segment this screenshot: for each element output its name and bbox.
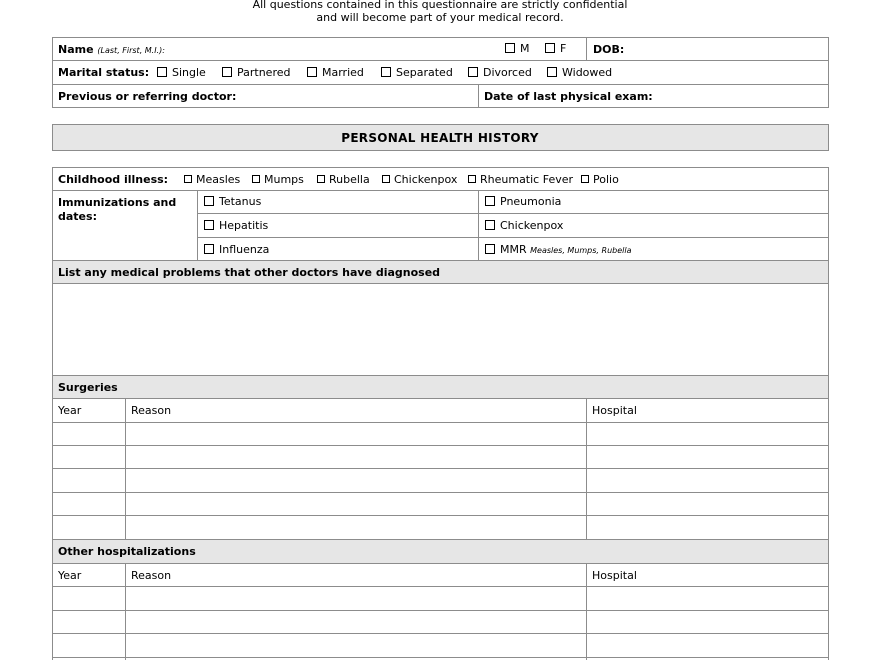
hospitalizations-col-reason: Reason: [131, 569, 172, 582]
medical-problems-textarea[interactable]: [53, 284, 828, 374]
option-label: Chickenpox: [500, 219, 564, 232]
childhood-option-chickenpox[interactable]: [382, 173, 457, 186]
option-label: Divorced: [483, 66, 532, 79]
sex-f-label: F: [560, 42, 567, 55]
option-label: Single: [172, 66, 206, 79]
surgeries-col-year: Year: [58, 404, 82, 417]
childhood-option-polio[interactable]: [581, 173, 619, 186]
surgery-row[interactable]: [53, 516, 828, 538]
checkbox-icon[interactable]: [485, 220, 495, 230]
checkbox-icon[interactable]: [505, 43, 515, 53]
checkbox-icon[interactable]: [485, 196, 495, 206]
hospitalizations-col-hospital: Hospital: [592, 569, 637, 582]
hospitalizations-col-year: Year: [58, 569, 82, 582]
surgery-row[interactable]: [53, 446, 828, 468]
hospitalization-row[interactable]: [53, 634, 828, 656]
surgery-row[interactable]: [53, 469, 828, 491]
mmr-note: Measles, Mumps, Rubella: [530, 246, 632, 255]
previous-doctor-field[interactable]: Previous or referring doctor:: [58, 90, 237, 103]
last-exam-field[interactable]: Date of last physical exam:: [484, 90, 653, 103]
immunization-tetanus[interactable]: [204, 195, 261, 208]
checkbox-icon[interactable]: [581, 175, 589, 183]
option-label: Widowed: [562, 66, 613, 79]
immunization-mmr[interactable]: [485, 243, 632, 257]
sex-f-option[interactable]: [545, 42, 566, 55]
option-label: Hepatitis: [219, 219, 269, 232]
immunization-pneumonia[interactable]: [485, 195, 561, 208]
option-label: Rubella: [329, 173, 370, 186]
surgeries-label: Surgeries: [58, 381, 118, 394]
checkbox-icon[interactable]: [468, 67, 478, 77]
marital-option-single[interactable]: [157, 66, 206, 79]
marital-option-married[interactable]: [307, 66, 364, 79]
surgery-row[interactable]: [53, 493, 828, 515]
immunizations-label-line1: Immunizations and: [58, 196, 177, 209]
option-label: Rheumatic Fever: [480, 173, 574, 186]
marital-option-divorced[interactable]: [468, 66, 532, 79]
checkbox-icon[interactable]: [307, 67, 317, 77]
checkbox-icon[interactable]: [545, 43, 555, 53]
option-label: Pneumonia: [500, 195, 562, 208]
option-label: Chickenpox: [394, 173, 458, 186]
name-field[interactable]: [58, 43, 165, 57]
immunization-hepatitis[interactable]: [204, 219, 268, 232]
immunization-chickenpox[interactable]: [485, 219, 563, 232]
childhood-option-rheumatic-fever[interactable]: [468, 173, 573, 186]
option-label: Influenza: [219, 243, 270, 256]
option-label: Separated: [396, 66, 453, 79]
option-label: Partnered: [237, 66, 291, 79]
sex-m-label: M: [520, 42, 530, 55]
confidential-notice-line2: and will become part of your medical record.: [316, 11, 564, 24]
childhood-option-measles[interactable]: [184, 173, 240, 186]
medical-problems-label: List any medical problems that other doctors have diagnosed: [58, 266, 441, 279]
option-label: Tetanus: [219, 195, 262, 208]
option-label: Married: [322, 66, 364, 79]
surgeries-col-reason: Reason: [131, 404, 172, 417]
sex-m-option[interactable]: [505, 42, 530, 55]
marital-option-separated[interactable]: [381, 66, 453, 79]
checkbox-icon[interactable]: [204, 244, 214, 254]
option-label: Measles: [196, 173, 241, 186]
checkbox-icon[interactable]: [157, 67, 167, 77]
checkbox-icon[interactable]: [381, 67, 391, 77]
checkbox-icon[interactable]: [468, 175, 476, 183]
option-label: MMR: [500, 243, 527, 256]
checkbox-icon[interactable]: [547, 67, 557, 77]
section-title: PERSONAL HEALTH HISTORY: [341, 131, 539, 145]
checkbox-icon[interactable]: [317, 175, 325, 183]
confidential-notice-line1: All questions contained in this questionnaire are strictly confidential: [252, 0, 628, 11]
dob-label: DOB:: [593, 43, 625, 56]
childhood-illness-label: Childhood illness:: [58, 173, 169, 186]
dob-field[interactable]: [593, 43, 624, 56]
immunization-influenza[interactable]: [204, 243, 269, 256]
immunizations-label-line2: dates:: [58, 210, 97, 223]
option-label: Polio: [593, 173, 619, 186]
checkbox-icon[interactable]: [204, 196, 214, 206]
hospitalizations-label: Other hospitalizations: [58, 545, 196, 558]
name-label: Name: [58, 43, 94, 56]
name-hint: (Last, First, M.I.):: [97, 46, 165, 55]
checkbox-icon[interactable]: [204, 220, 214, 230]
surgeries-col-hospital: Hospital: [592, 404, 637, 417]
checkbox-icon[interactable]: [382, 175, 390, 183]
marital-option-partnered[interactable]: [222, 66, 291, 79]
childhood-option-mumps[interactable]: [252, 173, 304, 186]
marital-option-widowed[interactable]: [547, 66, 612, 79]
checkbox-icon[interactable]: [184, 175, 192, 183]
childhood-option-rubella[interactable]: [317, 173, 370, 186]
marital-status-label: Marital status:: [58, 66, 150, 79]
surgery-row[interactable]: [53, 423, 828, 445]
hospitalization-row[interactable]: [53, 611, 828, 633]
checkbox-icon[interactable]: [485, 244, 495, 254]
checkbox-icon[interactable]: [252, 175, 260, 183]
option-label: Mumps: [264, 173, 304, 186]
hospitalization-row[interactable]: [53, 587, 828, 609]
checkbox-icon[interactable]: [222, 67, 232, 77]
